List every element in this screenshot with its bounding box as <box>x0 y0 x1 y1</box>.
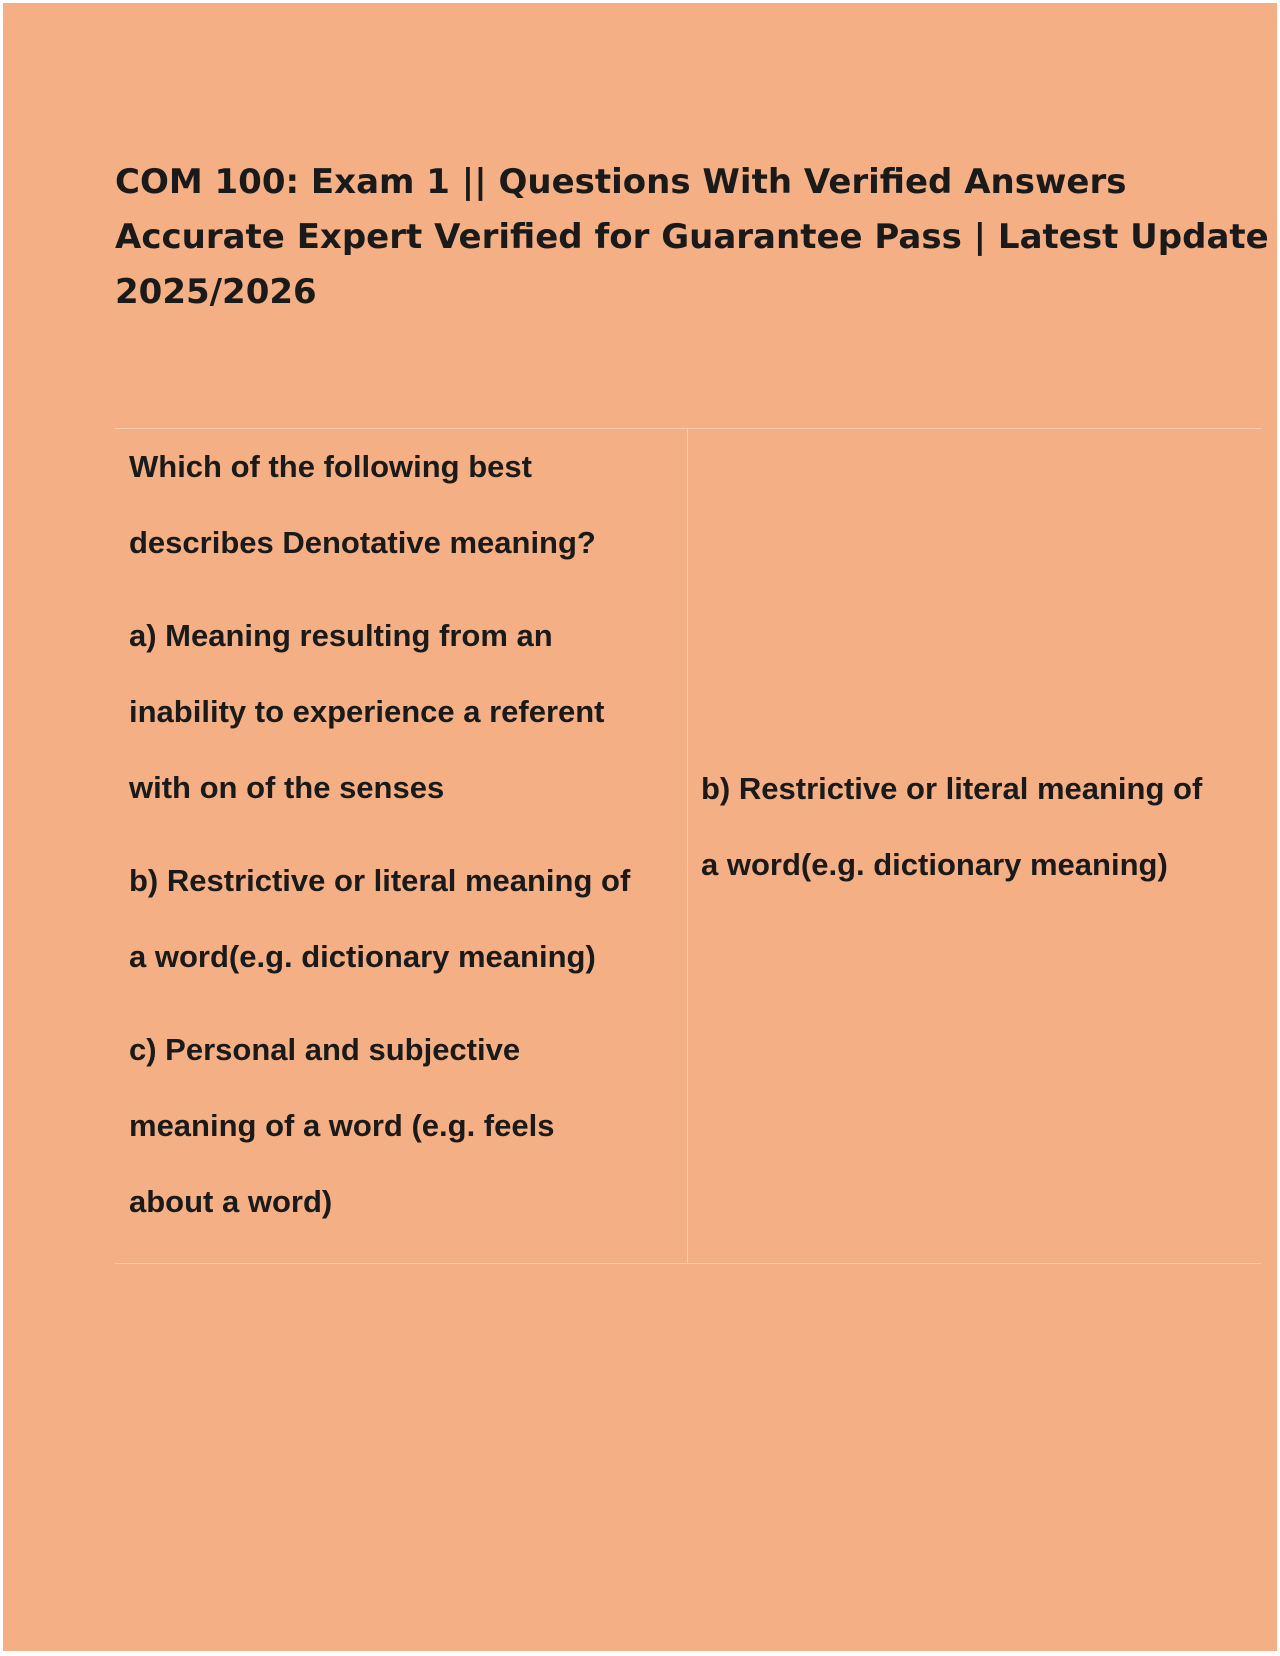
question-line: describes Denotative meaning? <box>129 525 596 560</box>
document-page <box>3 3 1277 1651</box>
option-line: inability to experience a referent <box>129 694 605 729</box>
answer-line: a word(e.g. dictionary meaning) <box>701 847 1168 882</box>
question-answer-table <box>115 428 1261 1264</box>
document-title <box>115 155 1269 320</box>
option-line: meaning of a word (e.g. feels <box>129 1108 555 1143</box>
answer-line: b) Restrictive or literal meaning of <box>701 771 1203 806</box>
option-c <box>129 1012 679 1240</box>
answer-cell <box>701 751 1251 903</box>
option-line: b) Restrictive or literal meaning of <box>129 863 631 898</box>
option-line: about a word) <box>129 1184 333 1219</box>
option-line: a word(e.g. dictionary meaning) <box>129 939 596 974</box>
option-b <box>129 843 679 995</box>
column-divider <box>687 429 688 1263</box>
title-line: 2025/2026 <box>115 272 317 312</box>
question-cell <box>129 429 679 1240</box>
question-text <box>129 429 679 581</box>
title-line: Accurate Expert Verified for Guarantee Pass | Latest Update <box>115 217 1269 257</box>
question-line: Which of the following best <box>129 449 532 484</box>
title-line: COM 100: Exam 1 || Questions With Verified Answers <box>115 162 1127 202</box>
option-a <box>129 598 679 826</box>
option-line: with on of the senses <box>129 770 445 805</box>
option-line: c) Personal and subjective <box>129 1032 521 1067</box>
option-line: a) Meaning resulting from an <box>129 618 553 653</box>
